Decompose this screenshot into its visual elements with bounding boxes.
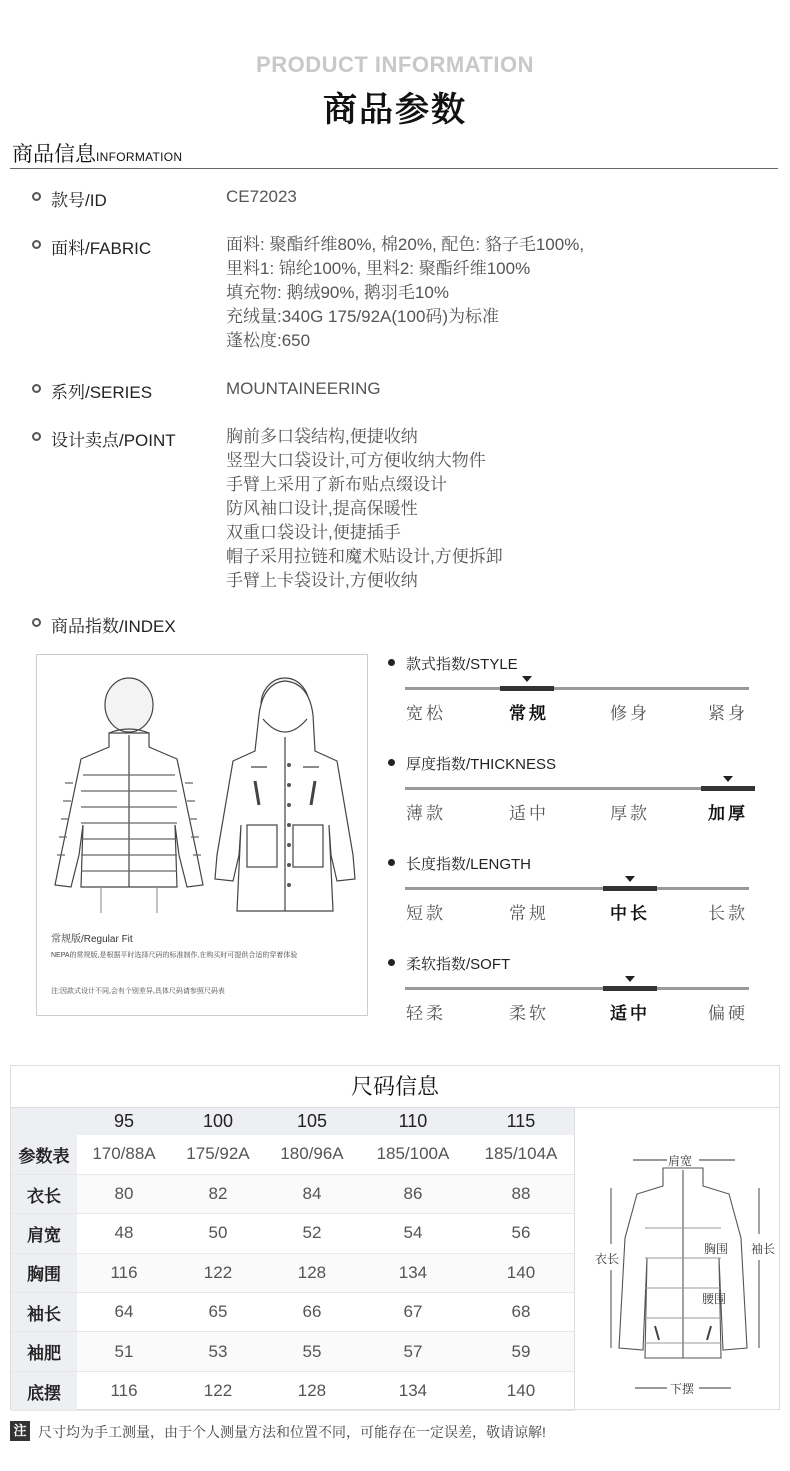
table-cell: 140 <box>467 1253 575 1292</box>
index-marker-icon <box>723 776 733 782</box>
table-cell: 53 <box>171 1332 265 1371</box>
table-cell: 82 <box>171 1174 265 1213</box>
section-divider <box>10 168 778 169</box>
footer-note: 尺寸均为手工测量，由于个人测量方法和位置不同，可能存在一定误差，敬请谅解! <box>38 1424 546 1440</box>
header-title-cn: 商品参数 <box>323 91 467 129</box>
table-cell: 84 <box>265 1174 359 1213</box>
point-line: 手臂上采用了新布贴点缀设计 <box>226 475 447 494</box>
index-option-selected: 中长 <box>610 904 650 923</box>
index-title: 柔软指数/SOFT <box>406 956 511 973</box>
index-option: 偏硬 <box>708 1004 748 1023</box>
index-track <box>405 687 749 690</box>
fabric-line: 填充物: 鹅绒90%, 鹅羽毛10% <box>226 283 449 302</box>
size-header-cell: 110 <box>359 1108 467 1135</box>
fabric-line: 蓬松度:650 <box>226 331 311 350</box>
bullet-icon <box>32 384 41 393</box>
row-label: 参数表 <box>11 1135 77 1174</box>
index-option-selected: 加厚 <box>708 804 748 823</box>
table-cell: 185/100A <box>359 1135 467 1174</box>
table-cell: 180/96A <box>265 1135 359 1174</box>
index-option: 薄款 <box>406 804 446 823</box>
info-value-fabric <box>226 233 584 353</box>
note-tag: 注 <box>10 1421 30 1441</box>
row-label: 胸围 <box>11 1253 77 1292</box>
point-line: 手臂上卡袋设计,方便收纳 <box>226 571 418 590</box>
size-header-cell: 100 <box>171 1108 265 1135</box>
info-value-point <box>226 425 503 593</box>
table-cell: 122 <box>171 1253 265 1292</box>
header-title-en: PRODUCT INFORMATION <box>256 52 534 77</box>
bullet-icon <box>32 192 41 201</box>
info-label-series: 系列/SERIES <box>51 383 153 402</box>
index-marker-icon <box>625 876 635 882</box>
index-marker-icon <box>625 976 635 982</box>
table-row <box>11 1174 575 1213</box>
table-cell: 88 <box>467 1174 575 1213</box>
index-option: 长款 <box>708 904 748 923</box>
table-row <box>11 1371 575 1410</box>
mannequin-head <box>105 678 153 732</box>
diagram-label-chest: 胸围 <box>704 1242 729 1256</box>
row-label: 袖长 <box>11 1293 77 1332</box>
diagram-label-length: 衣长 <box>595 1252 620 1266</box>
index-active-segment <box>701 786 755 791</box>
table-cell: 48 <box>77 1214 171 1253</box>
table-cell: 140 <box>467 1371 575 1410</box>
size-table <box>11 1108 575 1411</box>
bullet-icon <box>32 240 41 249</box>
fabric-line: 里料1: 锦纶100%, 里料2: 聚酯纤维100% <box>226 259 531 278</box>
table-cell: 128 <box>265 1253 359 1292</box>
size-header-cell: 115 <box>467 1108 575 1135</box>
table-cell: 185/104A <box>467 1135 575 1174</box>
table-cell: 64 <box>77 1293 171 1332</box>
table-cell: 50 <box>171 1214 265 1253</box>
table-row <box>11 1135 575 1174</box>
index-option: 常规 <box>509 904 549 923</box>
index-option: 轻柔 <box>406 1004 446 1023</box>
point-line: 帽子采用拉链和魔术贴设计,方便拆卸 <box>226 547 503 566</box>
size-header-cell: 95 <box>77 1108 171 1135</box>
table-cell: 86 <box>359 1174 467 1213</box>
table-cell: 116 <box>77 1253 171 1292</box>
fabric-line: 面料: 聚酯纤维80%, 棉20%, 配色: 貉子毛100%, <box>226 235 585 254</box>
table-cell: 175/92A <box>171 1135 265 1174</box>
info-label-index: 商品指数/INDEX <box>51 617 176 636</box>
table-row <box>11 1293 575 1332</box>
index-option-selected: 适中 <box>610 1004 650 1023</box>
diagram-label-hem: 下摆 <box>670 1382 695 1396</box>
table-cell: 52 <box>265 1214 359 1253</box>
index-length <box>388 853 758 933</box>
index-track <box>405 787 749 790</box>
table-cell: 56 <box>467 1214 575 1253</box>
bullet-icon <box>388 759 395 766</box>
size-table-title: 尺码信息 <box>11 1066 779 1108</box>
index-thickness <box>388 753 758 833</box>
index-active-segment <box>603 986 657 991</box>
table-cell: 67 <box>359 1293 467 1332</box>
index-active-segment <box>500 686 554 691</box>
index-option: 适中 <box>509 804 549 823</box>
table-cell: 68 <box>467 1293 575 1332</box>
info-label-point: 设计卖点/POINT <box>51 431 176 450</box>
diagram-label-sleeve: 袖长 <box>751 1242 776 1256</box>
size-header-corner <box>11 1108 77 1135</box>
fabric-line: 充绒量:340G 175/92A(100码)为标准 <box>226 307 500 326</box>
table-cell: 55 <box>265 1332 359 1371</box>
index-title: 长度指数/LENGTH <box>406 856 532 873</box>
bullet-icon <box>32 618 41 627</box>
table-cell: 80 <box>77 1174 171 1213</box>
diagram-label-shoulder: 肩宽 <box>668 1154 693 1168</box>
table-cell: 134 <box>359 1371 467 1410</box>
table-row <box>11 1214 575 1253</box>
row-label: 衣长 <box>11 1174 77 1213</box>
point-line: 胸前多口袋结构,便捷收纳 <box>226 427 418 446</box>
table-cell: 128 <box>265 1371 359 1410</box>
table-row <box>11 1253 575 1292</box>
row-label: 底摆 <box>11 1371 77 1410</box>
index-marker-icon <box>522 676 532 682</box>
diagram-label-waist: 腰围 <box>702 1292 727 1306</box>
info-value-id: CE72023 <box>226 187 297 206</box>
section-title-en: INFORMATION <box>96 150 183 164</box>
index-active-segment <box>603 886 657 891</box>
table-cell: 122 <box>171 1371 265 1410</box>
fit-label: 常规版/Regular Fit <box>51 934 133 945</box>
info-label-id: 款号/ID <box>51 191 107 210</box>
index-option: 柔软 <box>509 1004 549 1023</box>
bullet-icon <box>388 959 395 966</box>
info-label-fabric: 面料/FABRIC <box>51 239 152 258</box>
bullet-icon <box>388 859 395 866</box>
size-table-section <box>10 1065 780 1410</box>
index-option: 短款 <box>406 904 446 923</box>
index-option: 修身 <box>610 704 650 723</box>
index-soft <box>388 953 758 1033</box>
info-value-series: MOUNTAINEERING <box>226 379 381 398</box>
measurement-diagram <box>574 1108 779 1409</box>
table-cell: 59 <box>467 1332 575 1371</box>
index-track <box>405 987 749 990</box>
fit-card <box>36 654 368 1016</box>
point-line: 防风袖口设计,提高保暖性 <box>226 499 418 518</box>
table-cell: 116 <box>77 1371 171 1410</box>
index-option: 厚款 <box>610 804 650 823</box>
index-option: 紧身 <box>708 704 748 723</box>
table-row <box>11 1332 575 1371</box>
index-title: 款式指数/STYLE <box>406 656 518 673</box>
table-cell: 66 <box>265 1293 359 1332</box>
bullet-icon <box>388 659 395 666</box>
row-label: 袖肥 <box>11 1332 77 1371</box>
index-option: 宽松 <box>406 704 446 723</box>
point-line: 双重口袋设计,便捷插手 <box>226 523 401 542</box>
bullet-icon <box>32 432 41 441</box>
table-cell: 57 <box>359 1332 467 1371</box>
table-cell: 170/88A <box>77 1135 171 1174</box>
index-option-selected: 常规 <box>509 704 549 723</box>
index-title: 厚度指数/THICKNESS <box>406 756 557 773</box>
row-label: 肩宽 <box>11 1214 77 1253</box>
fit-note: 注:因款式设计不同,会有个别差异,具体尺码请参照尺码表 <box>51 988 225 995</box>
table-cell: 54 <box>359 1214 467 1253</box>
point-line: 竖型大口袋设计,可方便收纳大物件 <box>226 451 486 470</box>
index-track <box>405 887 749 890</box>
section-title <box>12 138 182 168</box>
table-cell: 65 <box>171 1293 265 1332</box>
section-title-cn: 商品信息 <box>12 143 96 166</box>
fit-description: NEPA的常规版,是根据平时选择尺码的标准制作,在购买时可提供合适的穿着体验 <box>51 952 298 959</box>
index-style <box>388 653 758 733</box>
size-header-cell: 105 <box>265 1108 359 1135</box>
size-header-row <box>11 1108 575 1135</box>
table-cell: 51 <box>77 1332 171 1371</box>
table-cell: 134 <box>359 1253 467 1292</box>
jacket-illustration <box>37 655 367 917</box>
